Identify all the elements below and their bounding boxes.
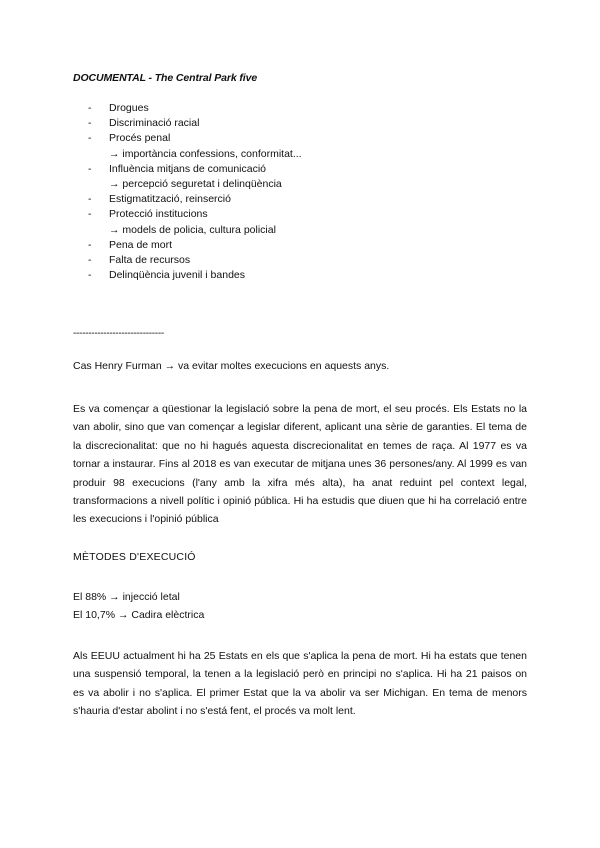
list-item: [88, 253, 302, 268]
bullet-dash: -: [88, 193, 92, 206]
henry-furman-note: Cas Henry Furman → va evitar moltes execucions en aquests anys.: [73, 360, 390, 372]
topic-subnote: → models de policia, cultura policial: [109, 223, 276, 236]
bullet-dash: -: [88, 102, 92, 114]
method-electric-chair: El 10,7% → Cadira elèctrica: [73, 609, 205, 621]
bullet-dash: -: [88, 238, 92, 251]
method-lethal-injection: El 88% → injecció letal: [73, 591, 180, 603]
bullet-dash: -: [88, 117, 92, 130]
bullet-dash: -: [88, 132, 92, 145]
section-separator: ------------------------------: [73, 328, 164, 339]
list-item: [88, 131, 302, 161]
list-item: [88, 116, 302, 131]
document-title: DOCUMENTAL - The Central Park five: [73, 72, 258, 84]
topic-label: Discriminació racial: [109, 117, 200, 130]
states-paragraph: Als EEUU actualment hi ha 25 Estats en els que s'aplica la pena de mort. Hi ha estats que tenen una suspensió temporal, la tenen a la legislació però en principi no s'aplica. Hi ha 21 paisos on es va abolir i no s'aplica. El primer Estat que la va abolir va ser Michigan. En tema de menors s'hauria d'estar abolint i no s'está fent, el procés va molt lent.: [73, 650, 527, 718]
topic-label: Estigmatització, reinserció: [109, 193, 231, 206]
topic-list: [88, 101, 302, 283]
topic-label: Procés penal: [109, 132, 171, 145]
list-item: [88, 268, 302, 283]
topic-label: Falta de recursos: [109, 254, 191, 267]
death-penalty-paragraph: Es va començar a qüestionar la legislació sobre la pena de mort, el seu procés. Els Estats no la van abolir, sino que van començar a legislar diferent, aplicant una sèrie de garanties. El tema de la discrecionalitat: que no hi hagués aquesta discrecionalitat en temes de raça. Al 1977 es va tornar a instaurar. Fins al 2018 es van executar de mitjana unes 36 persones/any. Al 1999 es van produir 98 execucions (l'any amb la xifra més alta), ha anat reduint pel context legal, transformacions a nivell polític i opinió pública. Hi ha estudis que diuen que hi ha correlació entre les execucions i l'opinió pública: [73, 403, 527, 526]
bullet-dash: -: [88, 269, 92, 282]
list-item: [88, 162, 302, 192]
topic-label: Influència mitjans de comunicació: [109, 162, 266, 175]
topic-subnote: → percepció seguretat i delinqüència: [109, 178, 282, 191]
topic-label: Pena de mort: [109, 238, 173, 251]
methods-heading: MÈTODES D'EXECUCIÓ: [73, 551, 196, 563]
bullet-dash: -: [88, 208, 92, 221]
bullet-dash: -: [88, 162, 92, 175]
topic-label: Protecció institucions: [109, 208, 208, 221]
list-item: [88, 192, 302, 207]
list-item: [88, 207, 302, 237]
topic-subnote: → importància confessions, conformitat...: [109, 147, 302, 160]
bullet-dash: -: [88, 254, 92, 267]
topic-label: Drogues: [109, 102, 149, 114]
list-item: [88, 238, 302, 253]
list-item: [88, 101, 302, 116]
topic-label: Delinqüència juvenil i bandes: [109, 269, 246, 282]
